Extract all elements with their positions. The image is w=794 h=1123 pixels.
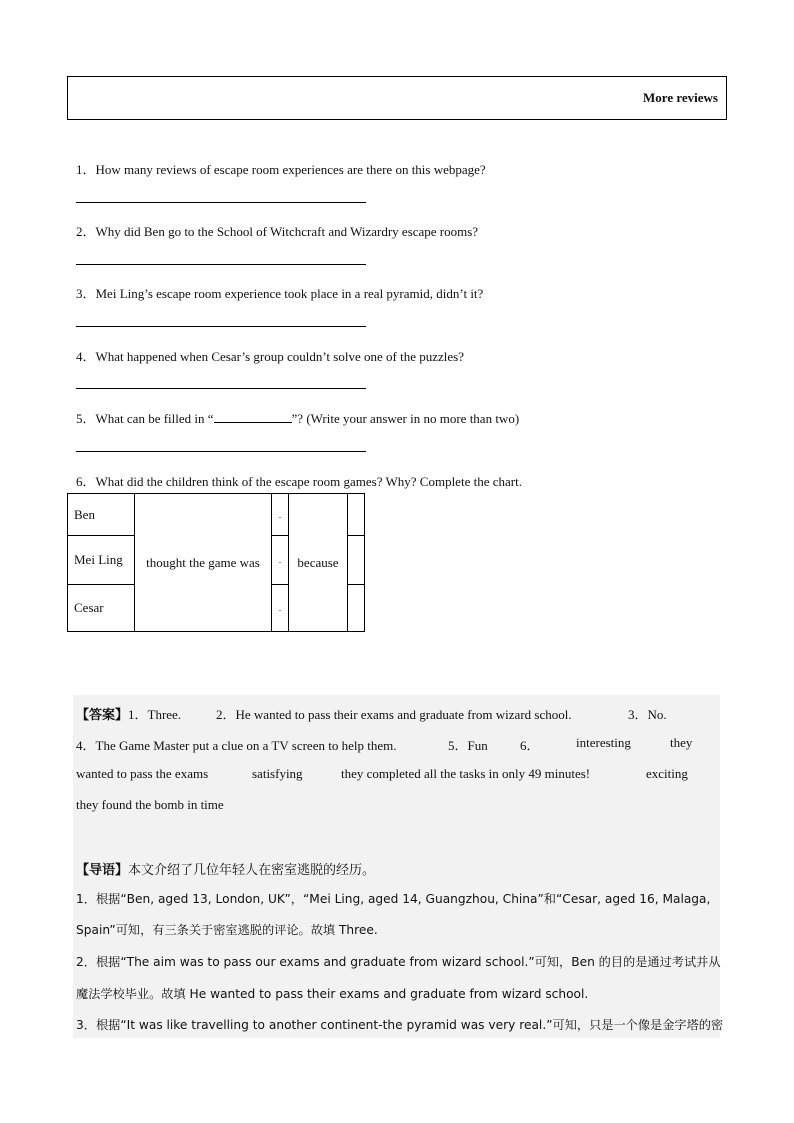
header-box bbox=[67, 76, 727, 120]
chart-blank-opinion-3[interactable] bbox=[272, 585, 289, 632]
answer-2: 2．He wanted to pass their exams and graduate from wizard school. bbox=[216, 707, 572, 722]
answer-6-cesar-reason: they found the bomb in time bbox=[76, 797, 224, 812]
guide-p1-line-2: Spain”可知，有三条关于密室逃脱的评论。故填 Three. bbox=[76, 923, 378, 937]
chart-dot: . bbox=[278, 555, 282, 565]
chart-name-cesar: Cesar bbox=[68, 585, 135, 632]
answer-6-meiling-opinion: satisfying bbox=[252, 766, 303, 781]
more-reviews-label: More reviews bbox=[643, 90, 718, 105]
question-5-blank bbox=[214, 412, 292, 423]
guide-intro: 本文介绍了几位年轻人在密室逃脱的经历。 bbox=[128, 863, 376, 878]
guide-p1-line-1: 1．根据“Ben, aged 13, London, UK”，“Mei Ling, aged 14, Guangzhou, China”和“Cesar, aged 16, Malaga, bbox=[76, 892, 711, 906]
answer-1: 1．Three. bbox=[128, 707, 182, 722]
answer-6-ben-reason-start: they bbox=[670, 735, 693, 750]
answer-6-meiling-reason: they completed all the tasks in only 49 minutes! bbox=[341, 766, 591, 781]
answer-line-1[interactable] bbox=[76, 202, 366, 203]
answer-line-4[interactable] bbox=[76, 388, 366, 389]
answer-line-2[interactable] bbox=[76, 264, 366, 265]
answer-6-label: 6． bbox=[520, 738, 540, 753]
question-2: 2．Why did Ben go to the School of Witchcraft and Wizardry escape rooms? bbox=[76, 224, 479, 239]
answer-line-5[interactable] bbox=[76, 451, 366, 452]
answer-line-1-row bbox=[76, 704, 181, 723]
answer-5: 5．Fun bbox=[448, 738, 488, 753]
chart-blank-opinion-1[interactable] bbox=[272, 494, 289, 536]
chart-dot: . bbox=[278, 603, 282, 613]
guide-label: 【导语】 bbox=[76, 863, 129, 878]
answer-3: 3．No. bbox=[628, 707, 667, 722]
completion-chart bbox=[67, 493, 365, 632]
chart-blank-opinion-2[interactable] bbox=[272, 536, 289, 585]
answer-label: 【答案】 bbox=[76, 708, 129, 723]
chart-blank-reason-2[interactable] bbox=[348, 536, 365, 585]
answer-line-3[interactable] bbox=[76, 326, 366, 327]
chart-dot: . bbox=[278, 509, 282, 520]
question-6: 6．What did the children think of the escape room games? Why? Complete the chart. bbox=[76, 474, 522, 489]
answer-6-ben-reason-end: wanted to pass the exams bbox=[76, 766, 209, 781]
question-5-text: 5．What can be filled in “ bbox=[76, 411, 214, 426]
guide-p3-line-1: 3．根据“It was like travelling to another continent-the pyramid was very real.”可知，只是一个像是金字塔的密 bbox=[76, 1018, 724, 1032]
answer-4: 4．The Game Master put a clue on a TV screen to help them. bbox=[76, 738, 397, 753]
chart-because-text: because bbox=[289, 494, 348, 632]
chart-blank-reason-3[interactable] bbox=[348, 585, 365, 632]
question-5-suffix: ”? (Write your answer in no more than two) bbox=[291, 411, 520, 426]
question-4: 4．What happened when Cesar’s group couldn’t solve one of the puzzles? bbox=[76, 349, 464, 364]
chart-middle-text: thought the game was bbox=[135, 494, 272, 632]
guide-intro-row bbox=[76, 859, 375, 878]
chart-blank-reason-1[interactable] bbox=[348, 494, 365, 536]
answer-6-ben-opinion: interesting bbox=[576, 735, 631, 750]
question-5 bbox=[76, 408, 519, 427]
question-1: 1．How many reviews of escape room experiences are there on this webpage? bbox=[76, 162, 486, 177]
chart-name-ben: Ben bbox=[68, 494, 135, 536]
guide-p2-line-2: 魔法学校毕业。故填 He wanted to pass their exams and graduate from wizard school. bbox=[76, 987, 589, 1001]
chart-name-mei-ling: Mei Ling bbox=[68, 536, 135, 585]
answer-6-cesar-opinion: exciting bbox=[646, 766, 688, 781]
question-3: 3．Mei Ling’s escape room experience took place in a real pyramid, didn’t it? bbox=[76, 286, 484, 301]
guide-p2-line-1: 2．根据“The aim was to pass our exams and graduate from wizard school.”可知，Ben 的目的是通过考试并从 bbox=[76, 955, 721, 969]
